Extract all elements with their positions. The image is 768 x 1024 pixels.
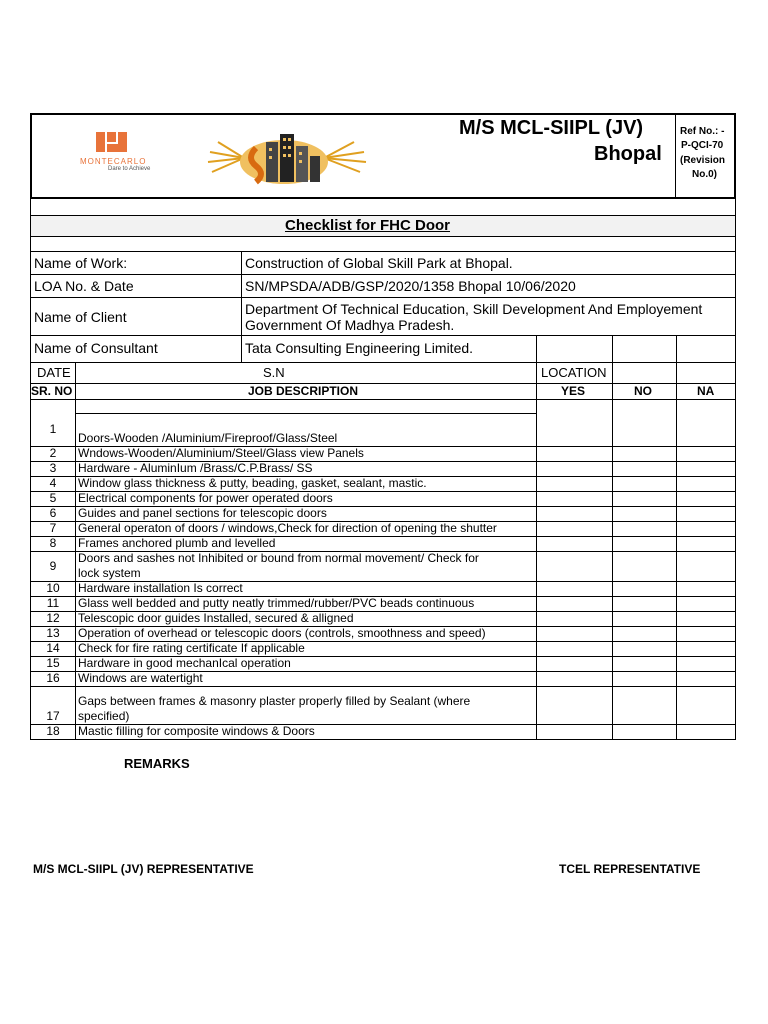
montecarlo-logo [78, 128, 178, 178]
info-value-work: Construction of Global Skill Park at Bhopal. [245, 255, 513, 271]
row-description: Windows are watertight [78, 671, 203, 685]
col-line-na [676, 335, 677, 740]
row-number: 9 [49, 559, 57, 573]
row-line [30, 251, 736, 252]
row-description: Glass well bedded and putty neatly trimmed/rubber/PVC beads continuous [78, 596, 475, 610]
col-header-no: NO [634, 384, 652, 398]
row-line [30, 297, 736, 298]
row-line [75, 413, 536, 414]
remarks-label: REMARKS [124, 756, 190, 771]
row-description: Hardware in good mechanIcal operation [78, 656, 291, 670]
form-bottom-border [30, 739, 736, 740]
row-description: Wndows-Wooden/Aluminium/Steel/Glass view Panels [78, 446, 364, 460]
row-line [30, 362, 736, 363]
info-label-loa: LOA No. & Date [34, 278, 134, 294]
row-description-line2: specified) [78, 709, 130, 723]
row-number: 5 [49, 491, 57, 505]
row-description: General operaton of doors / windows,Check for direction of opening the shutter [78, 521, 497, 535]
col-header-yes: YES [561, 384, 586, 398]
row-description: Guides and panel sections for telescopic doors [78, 506, 327, 520]
signature-consultant: TCEL REPRESENTATIVE [559, 862, 701, 876]
row-number: 13 [46, 626, 60, 640]
row-description: Window glass thickness & putty, beading, gasket, sealant, mastic. [78, 476, 427, 490]
row-description: Operation of overhead or telescopic doors (controls, smoothness and speed) [78, 626, 486, 640]
row-number: 4 [49, 476, 57, 490]
form-right-border [735, 199, 736, 740]
montecarlo-logo-tagline: Dare to Achieve [108, 166, 151, 172]
company-name: M/S MCL-SIIPL (JV) [459, 117, 644, 139]
row-number: 8 [49, 536, 57, 550]
signature-contractor: M/S MCL-SIIPL (JV) REPRESENTATIVE [33, 862, 254, 876]
row-number: 18 [46, 724, 60, 738]
info-value-client: Department Of Technical Education, Skill Development And Employement [245, 301, 703, 317]
col-line-no [612, 335, 613, 740]
ref-revision: (Revision [680, 155, 726, 166]
row-number: 12 [46, 611, 60, 625]
row-description: Hardware - AluminIum /Brass/C.P.Brass/ SS [78, 461, 313, 475]
row-description: Gaps between frames & masonry plaster properly filled by Sealant (where [78, 694, 471, 708]
ref-number: Ref No.: - [680, 126, 725, 137]
sn-label: S.N [263, 365, 285, 380]
montecarlo-logo-name: MONTECARLO [80, 157, 147, 166]
info-value-loa: SN/MPSDA/ADB/GSP/2020/1358 Bhopal 10/06/2020 [245, 278, 576, 294]
row-number: 11 [46, 596, 60, 610]
row-number: 3 [49, 461, 57, 475]
montecarlo-logo-icon [78, 128, 178, 158]
siipl-logo [204, 128, 370, 188]
row-line [30, 335, 736, 336]
row-number: 14 [46, 641, 60, 655]
row-description: Telescopic door guides Installed, secured & alligned [78, 611, 354, 625]
col-header-job: JOB DESCRIPTION [248, 384, 359, 398]
row-description: Check for fire rating certificate If applicable [78, 641, 305, 655]
row-line [30, 236, 736, 237]
row-number: 2 [49, 446, 57, 460]
row-number: 6 [49, 506, 57, 520]
company-city: Bhopal [594, 143, 662, 165]
location-label: LOCATION [541, 365, 607, 380]
row-description: Hardware installation Is correct [78, 581, 243, 595]
row-line [30, 399, 736, 400]
row-description: Electrical components for power operated doors [78, 491, 333, 505]
row-line [30, 274, 736, 275]
info-label-work: Name of Work: [34, 255, 128, 271]
row-number: 16 [46, 671, 60, 685]
row-number: 10 [46, 581, 60, 595]
info-label-consultant: Name of Consultant [34, 340, 158, 356]
col-header-sr: SR. NO [31, 384, 73, 398]
row-description: Doors and sashes not Inhibited or bound from normal movement/ Check for [78, 551, 479, 565]
col-line-yes [536, 335, 537, 740]
row-description: Mastic filling for composite windows & Doors [78, 724, 315, 738]
row-number: 1 [49, 422, 57, 436]
row-description: Frames anchored plumb and levelled [78, 536, 276, 550]
ref-code: P-QCI-70 [681, 140, 724, 151]
col-header-na: NA [697, 384, 715, 398]
ref-revision-no: No.0) [692, 169, 717, 180]
header-divider [675, 113, 676, 199]
info-label-client: Name of Client [34, 309, 127, 325]
row-line [30, 383, 736, 384]
row-description: Doors-Wooden /Aluminium/Fireproof/Glass/Steel [78, 431, 338, 445]
row-line [30, 686, 736, 687]
date-label: DATE [37, 365, 71, 380]
row-number: 17 [46, 709, 60, 723]
row-number: 15 [46, 656, 60, 670]
row-description-line2: lock system [78, 566, 141, 580]
building-logo-icon [204, 128, 370, 188]
info-divider [241, 251, 242, 362]
page-title: Checklist for FHC Door [285, 217, 451, 234]
info-value-consultant: Tata Consulting Engineering Limited. [245, 340, 474, 356]
info-value-client-2: Government Of Madhya Pradesh. [245, 317, 455, 333]
row-number: 7 [49, 521, 57, 535]
